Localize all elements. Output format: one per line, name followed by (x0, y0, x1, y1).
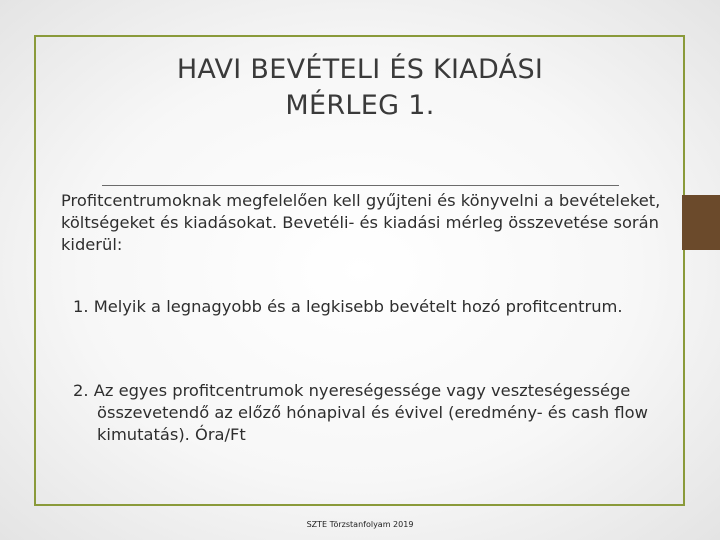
intro-paragraph: Profitcentrumoknak megfelelően kell gyűjteni és könyvelni a bevételeket, költségeket és kiadásokat. Bevetéli- és kiadási mérleg összevetése során kiderül: (61, 191, 661, 254)
title-divider (102, 185, 619, 186)
slide-title-line-1: HAVI BEVÉTELI ÉS KIADÁSI (176, 54, 544, 85)
slide-footer: SZTE Törzstanfolyam 2019 (306, 520, 414, 529)
slide-title-line-2: MÉRLEG 1. (285, 90, 435, 121)
list-item-1: 1. Melyik a legnagyobb és a legkisebb bevételt hozó profitcentrum. (73, 297, 623, 316)
side-accent-tab (682, 195, 720, 250)
slide-title (60, 52, 660, 124)
list-item-2: 2. Az egyes profitcentrumok nyereségessége vagy veszteségessége összevetendő az előző hónapival és évivel (eredmény- és cash flow kimutatás). Óra/Ft (73, 381, 648, 444)
